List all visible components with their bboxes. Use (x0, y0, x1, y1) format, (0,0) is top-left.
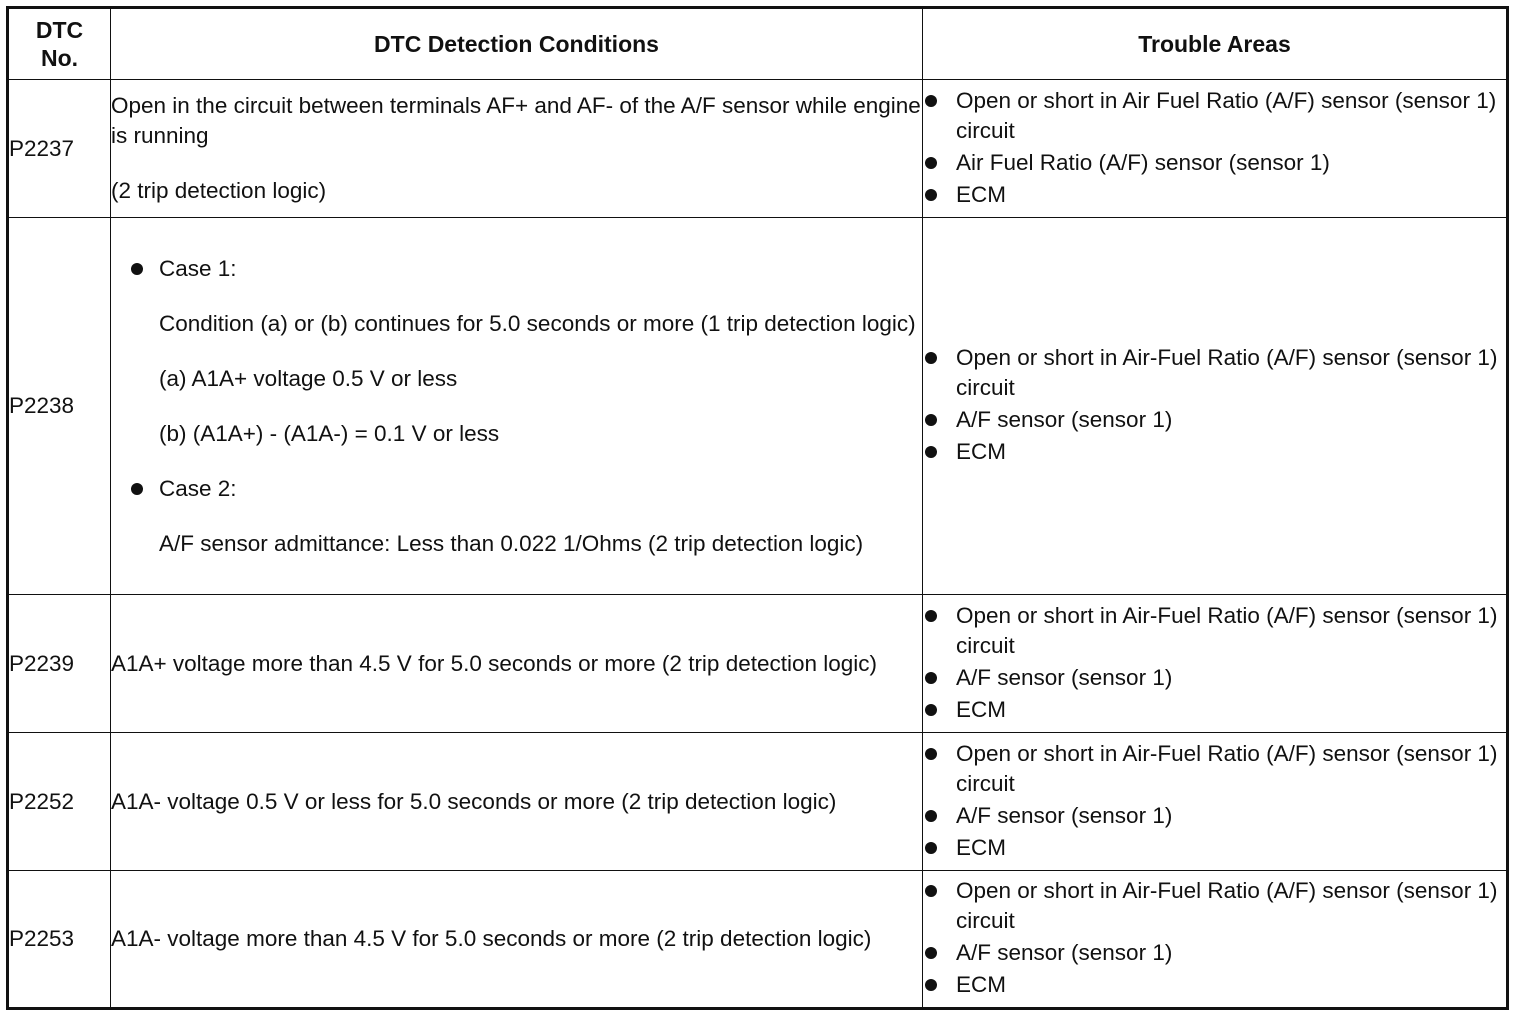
detection-condition (111, 80, 923, 218)
area-text: A/F sensor (sensor 1) (956, 802, 1173, 828)
list-item (923, 970, 1506, 1000)
area-text: ECM (956, 181, 1006, 207)
dtc-code: P2238 (8, 218, 111, 595)
bullet-icon (925, 748, 937, 760)
trouble-areas (923, 871, 1508, 1009)
bullet-icon (131, 263, 143, 275)
table-row (8, 218, 1508, 595)
trouble-areas (923, 733, 1508, 871)
detection-condition: A1A- voltage 0.5 V or less for 5.0 seconds or more (2 trip detection logic) (111, 733, 923, 871)
detection-condition (111, 218, 923, 595)
list-item (923, 833, 1506, 863)
list-item (923, 876, 1506, 936)
area-text: ECM (956, 834, 1006, 860)
trouble-areas (923, 80, 1508, 218)
list-item (923, 405, 1506, 435)
bullet-icon (925, 446, 937, 458)
condition-a: (a) A1A+ voltage 0.5 V or less (159, 365, 458, 391)
list-item (923, 938, 1506, 968)
list-item (923, 343, 1506, 403)
area-text: Open or short in Air-Fuel Ratio (A/F) sensor (sensor 1) circuit (956, 602, 1498, 658)
trouble-areas (923, 218, 1508, 595)
bullet-icon (925, 610, 937, 622)
header-row (8, 8, 1508, 80)
list-item (923, 601, 1506, 661)
case-label: Case 2: (159, 475, 237, 501)
list-item (923, 801, 1506, 831)
area-text: Open or short in Air-Fuel Ratio (A/F) sensor (sensor 1) circuit (956, 740, 1498, 796)
table-row (8, 871, 1508, 1009)
bullet-icon (925, 842, 937, 854)
bullet-icon (925, 704, 937, 716)
case-2-label (111, 474, 922, 504)
bullet-icon (925, 414, 937, 426)
area-text: ECM (956, 439, 1006, 464)
bullet-icon (925, 157, 937, 169)
table-row (8, 80, 1508, 218)
list-item (923, 695, 1506, 725)
list-item (923, 180, 1506, 210)
condition-b: (b) (A1A+) - (A1A-) = 0.1 V or less (159, 420, 500, 446)
header-trouble-areas: Trouble Areas (923, 8, 1508, 80)
bullet-icon (925, 95, 937, 107)
case-2-text: A/F sensor admittance: Less than 0.022 1/Ohms (2 trip detection logic) (159, 530, 864, 556)
bullet-icon (925, 885, 937, 897)
case-1-text: Condition (a) or (b) continues for 5.0 seconds or more (1 trip detection logic) (159, 310, 916, 336)
bullet-icon (925, 810, 937, 822)
area-text: A/F sensor (sensor 1) (956, 940, 1173, 965)
dtc-code: P2237 (8, 80, 111, 218)
header-detection-conditions: DTC Detection Conditions (111, 8, 923, 80)
bullet-icon (925, 947, 937, 959)
case-label: Case 1: (159, 255, 237, 281)
bullet-icon (925, 352, 937, 364)
area-text: Open or short in Air-Fuel Ratio (A/F) sensor (sensor 1) circuit (956, 878, 1498, 933)
bullet-icon (925, 672, 937, 684)
area-text: A/F sensor (sensor 1) (956, 407, 1173, 432)
detection-condition: A1A+ voltage more than 4.5 V for 5.0 seconds or more (2 trip detection logic) (111, 595, 923, 733)
header-dtc-no (8, 8, 111, 80)
area-text: Open or short in Air-Fuel Ratio (A/F) sensor (sensor 1) circuit (956, 345, 1498, 400)
bullet-icon (925, 979, 937, 991)
list-item (923, 148, 1506, 178)
table-row (8, 733, 1508, 871)
area-text: Open or short in Air Fuel Ratio (A/F) sensor (sensor 1) circuit (956, 87, 1497, 143)
list-item (923, 86, 1506, 146)
table-row (8, 595, 1508, 733)
area-text: A/F sensor (sensor 1) (956, 664, 1173, 690)
case-1-label (111, 254, 922, 284)
list-item (923, 739, 1506, 799)
condition-logic: (2 trip detection logic) (111, 178, 327, 203)
list-item (923, 663, 1506, 693)
area-text: ECM (956, 696, 1006, 722)
header-dtc-no-line2: No. (40, 45, 79, 71)
detection-condition: A1A- voltage more than 4.5 V for 5.0 seconds or more (2 trip detection logic) (111, 871, 923, 1009)
dtc-table (6, 6, 1509, 1010)
bullet-icon (131, 483, 143, 495)
dtc-code: P2252 (8, 733, 111, 871)
list-item (923, 437, 1506, 467)
dtc-code: P2239 (8, 595, 111, 733)
condition-text: Open in the circuit between terminals AF+ and AF- of the A/F sensor while engine is running (111, 93, 921, 148)
dtc-code: P2253 (8, 871, 111, 1009)
header-dtc-no-line1: DTC (35, 17, 84, 43)
trouble-areas (923, 595, 1508, 733)
bullet-icon (925, 189, 937, 201)
area-text: Air Fuel Ratio (A/F) sensor (sensor 1) (956, 149, 1330, 175)
area-text: ECM (956, 972, 1006, 997)
